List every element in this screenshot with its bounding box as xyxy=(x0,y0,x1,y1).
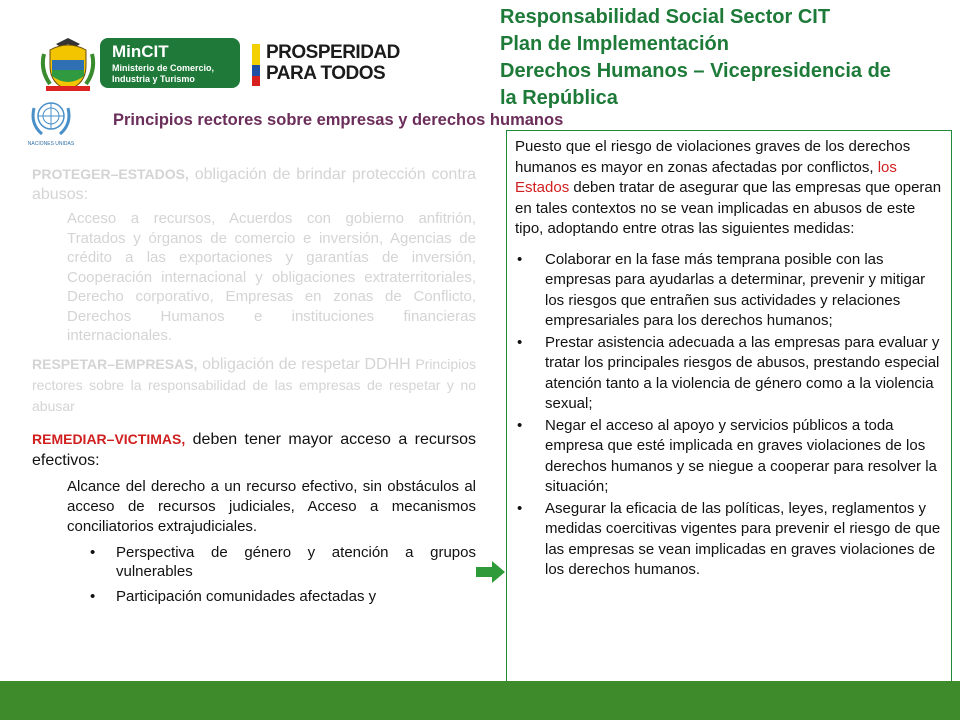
section-title: Principios rectores sobre empresas y derechos humanos xyxy=(113,111,564,129)
title-line: la República xyxy=(500,87,618,109)
measure-text: Negar el acceso al apoyo y servicios públicos a toda empresa que esté implicada en graves violaciones de los derechos humanos y se niegue a cooperar para resolver la situación; xyxy=(545,416,937,495)
list-item xyxy=(515,333,943,415)
bullet-text: Perspectiva de género y atención a grupos vulnerables xyxy=(116,543,476,580)
box-intro-highlight: los Estados xyxy=(515,158,897,196)
bullet-icon: • xyxy=(517,416,523,434)
remediar-label: REMEDIAR–VICTIMAS, xyxy=(32,430,186,447)
respetar-body: Principios rectores sobre la responsabilidad de las empresas de respetar y no abusar xyxy=(32,355,477,414)
remediar-bullets xyxy=(32,543,476,606)
remediar-heading xyxy=(32,429,476,471)
proteger-heading xyxy=(32,164,476,205)
prosperidad-logo xyxy=(252,44,430,86)
list-item xyxy=(515,499,943,581)
bullet-text: Participación comunidades afectadas y xyxy=(116,587,377,605)
title-line: Plan de Implementación xyxy=(500,33,729,55)
proteger-body: Acceso a recursos, Acuerdos con gobierno anfitrión, Tratados y órganos de comercio e inversión, Agencias de crédito a las exportaciones y garantías de inversión, Cooperación internacional y obligaciones extraterritoriales, Derecho corporativo, Empresas en zonas de Conflicto, Derechos Humanos e instituciones financieras internacionales. xyxy=(67,210,476,344)
bullet-icon: • xyxy=(90,543,96,561)
left-column xyxy=(32,164,476,606)
bullet-icon: • xyxy=(517,499,523,517)
box-intro-start: Puesto que el riesgo de violaciones graves de los derechos humanos es mayor en zonas afectadas por conflictos, xyxy=(515,138,911,176)
footer-bar xyxy=(0,681,960,720)
remediar-body: Alcance del derecho a un recurso efectivo, sin obstáculos al acceso de recursos judiciales, Acceso a mecanismos conciliatorios extrajudiciales. xyxy=(67,477,476,535)
title-line: Derechos Humanos – Vicepresidencia de xyxy=(500,60,891,82)
slide-title xyxy=(500,4,960,112)
list-item xyxy=(515,250,943,332)
measure-text: Asegurar la eficacia de las políticas, leyes, reglamentos y medidas coercitivas vigentes para prevenir el riesgo de que las empresas se vean implicadas en graves violaciones de los derechos humanos. xyxy=(545,499,941,578)
box-intro-end: deben tratar de asegurar que las empresas que operan en tales contextos no se vean implicadas en abusos de este tipo, adoptando entre otras las siguientes medidas: xyxy=(515,179,942,237)
respetar-label: RESPETAR–EMPRESAS, xyxy=(32,355,198,372)
colombia-coat-of-arms-icon xyxy=(40,36,96,94)
bullet-icon: • xyxy=(517,250,523,268)
bullet-icon: • xyxy=(517,333,523,351)
box-intro xyxy=(515,137,943,240)
list-item xyxy=(515,416,943,498)
mincit-logo xyxy=(100,38,240,88)
measure-text: Colaborar en la fase más temprana posible con las empresas para ayudarlas a determinar, prevenir y mitigar los riesgos que entrañen sus actividades y relaciones empresariales para los derechos humanos; xyxy=(545,250,926,329)
united-nations-emblem-icon xyxy=(28,96,74,148)
title-line: Responsabilidad Social Sector CIT xyxy=(500,6,831,28)
list-item xyxy=(32,543,476,581)
measures-box xyxy=(506,130,952,686)
prosperidad-logo-line2: PARA TODOS xyxy=(266,63,386,84)
mincit-logo-name: MinCIT xyxy=(112,42,169,61)
proteger-heading-rest: obligación de brindar protección contra abusos: xyxy=(32,166,476,203)
remediar-heading-rest: deben tener mayor acceso a recursos efectivos: xyxy=(32,430,476,469)
measure-text: Prestar asistencia adecuada a las empresas para evaluar y tratar los principales riesgos de abusos, prestando especial atención tanto a la violencia de género como a la violencia sexual; xyxy=(545,333,940,412)
colombia-flag-stripe-icon xyxy=(252,44,260,86)
bullet-icon: • xyxy=(90,587,96,605)
un-caption: NACIONES UNIDAS xyxy=(28,141,74,147)
right-arrow-icon xyxy=(476,560,506,584)
measures-list xyxy=(515,250,943,581)
respetar-heading-rest: obligación de respetar DDHH xyxy=(202,355,411,373)
prosperidad-logo-line1: PROSPERIDAD xyxy=(266,42,400,63)
proteger-label: PROTEGER–ESTADOS, xyxy=(32,166,189,182)
list-item xyxy=(32,587,476,606)
respetar-heading xyxy=(32,354,476,417)
mincit-logo-subtitle: Ministerio de Comercio, Industria y Turismo xyxy=(112,63,215,84)
